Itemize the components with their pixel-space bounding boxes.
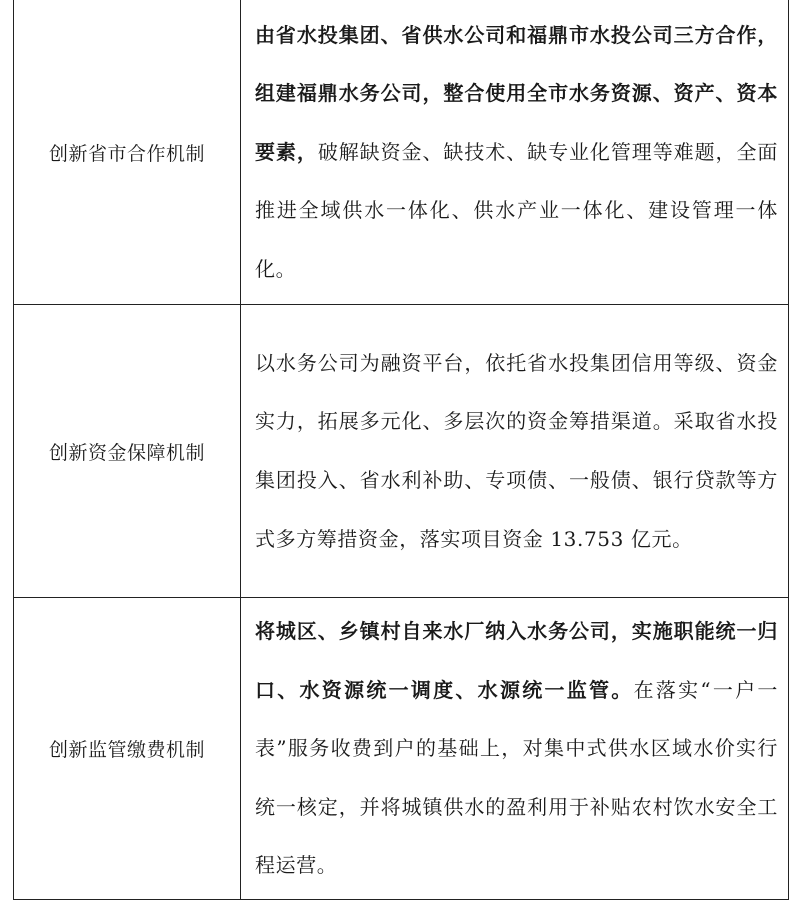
table-row <box>14 0 789 305</box>
row-label-cell <box>14 598 241 900</box>
row-content-cell <box>241 0 789 305</box>
row-label-cell <box>14 0 241 305</box>
row-content-bold: 由省水投集团、省供水公司和福鼎市水投公司三方合作，组建福鼎水务公司，整合使用全市水务资源、资产、资本要素， <box>255 22 778 164</box>
row-content-cell <box>241 598 789 900</box>
table-row <box>14 305 789 598</box>
row-content-text: 破解缺资金、缺技术、缺专业化管理等难题，全面推进全域供水一体化、供水产业一体化、建设管理一体化。 <box>255 139 778 281</box>
row-label: 创新监管缴费机制 <box>48 738 205 761</box>
row-content-text: 在落实“一户一表”服务收费到户的基础上，对集中式供水区域水价实行统一核定，并将城镇供水的盈利用于补贴农村饮水安全工程运营。 <box>255 677 778 878</box>
row-content-cell <box>241 305 789 598</box>
row-label: 创新资金保障机制 <box>48 441 205 464</box>
row-content-bold: 将城区、乡镇村自来水厂纳入水务公司，实施职能统一归口、水资源统一调度、水源统一监管。 <box>255 619 778 702</box>
row-content-text: 以水务公司为融资平台，依托省水投集团信用等级、资金实力，拓展多元化、多层次的资金筹措渠道。采取省水投集团投入、省水利补助、专项债、一般债、银行贷款等方式多方筹措资金，落实项目资金 13.753 亿元。 <box>255 350 778 551</box>
table-row <box>14 598 789 900</box>
mechanism-table <box>13 0 789 900</box>
row-label-cell <box>14 305 241 598</box>
row-label: 创新省市合作机制 <box>48 142 205 165</box>
